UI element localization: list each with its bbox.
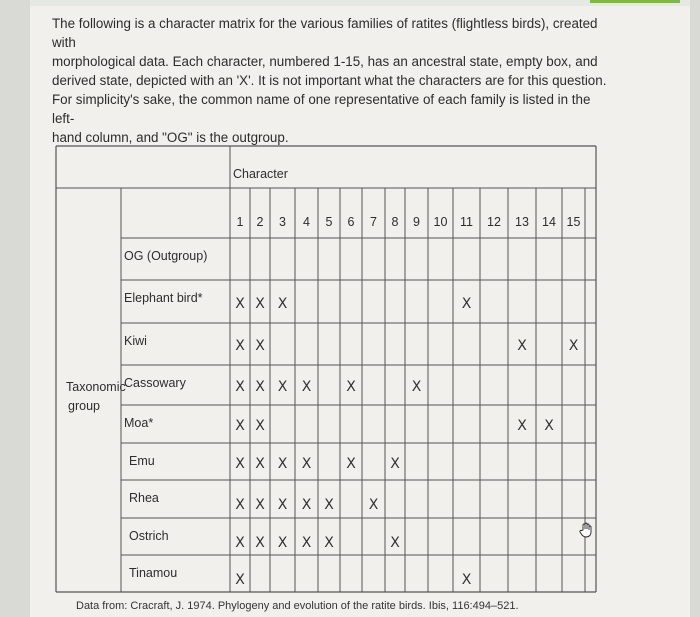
derived-state-mark: X bbox=[277, 497, 288, 513]
derived-state-mark: X bbox=[461, 295, 472, 312]
derived-state-mark: X bbox=[544, 418, 554, 434]
derived-state-mark: X bbox=[461, 571, 472, 588]
character-number: 7 bbox=[370, 215, 377, 229]
derived-state-mark: X bbox=[235, 534, 245, 551]
intro-line: derived state, depicted with an 'X'. It is not important what the characters are for this question. bbox=[52, 73, 607, 88]
derived-state-mark: X bbox=[390, 455, 400, 472]
derived-state-mark: X bbox=[411, 379, 422, 395]
intro-line: The following is a character matrix for the various families of ratites (flightless birds), created with bbox=[52, 16, 598, 50]
derived-state-mark: X bbox=[517, 418, 527, 434]
derived-state-mark: X bbox=[235, 455, 245, 472]
character-number: 15 bbox=[566, 215, 581, 229]
derived-state-mark: X bbox=[390, 534, 400, 551]
taxon-name: Ostrich bbox=[129, 529, 169, 543]
derived-state-mark: X bbox=[255, 455, 265, 472]
derived-state-mark: X bbox=[346, 379, 356, 395]
derived-state-mark: X bbox=[277, 379, 288, 395]
taxonomic-label: Taxonomic bbox=[66, 380, 126, 394]
derived-state-mark: X bbox=[235, 497, 245, 513]
taxon-name: Emu bbox=[129, 454, 155, 468]
group-label: group bbox=[68, 399, 100, 413]
character-number: 14 bbox=[542, 215, 556, 229]
derived-state-mark: X bbox=[255, 295, 265, 312]
derived-state-mark: X bbox=[324, 497, 334, 513]
intro-line: hand column, and "OG" is the outgroup. bbox=[52, 130, 289, 145]
taxon-name: OG (Outgroup) bbox=[124, 249, 208, 263]
character-number: 8 bbox=[391, 215, 399, 229]
taxon-name: Kiwi bbox=[124, 334, 147, 348]
derived-state-mark: X bbox=[301, 379, 312, 395]
character-number: 11 bbox=[460, 215, 473, 229]
intro-line: For simplicity's sake, the common name of one representative of each family is listed in the left- bbox=[52, 92, 591, 126]
character-number: 12 bbox=[487, 215, 501, 229]
derived-state-mark: X bbox=[235, 379, 245, 395]
derived-state-mark: X bbox=[277, 455, 288, 472]
derived-state-mark: X bbox=[324, 534, 334, 551]
character-number: 5 bbox=[325, 215, 333, 229]
derived-state-mark: X bbox=[255, 338, 265, 354]
derived-state-mark: X bbox=[255, 418, 265, 434]
derived-state-mark: X bbox=[277, 295, 288, 312]
derived-state-mark: X bbox=[235, 295, 245, 312]
derived-state-mark: X bbox=[255, 497, 265, 513]
character-header: Character bbox=[233, 167, 288, 181]
derived-state-mark: X bbox=[301, 497, 312, 513]
character-number: 6 bbox=[347, 215, 355, 229]
derived-state-mark: X bbox=[346, 455, 356, 472]
intro-line: morphological data. Each character, numbered 1-15, has an ancestral state, empty box, and bbox=[52, 54, 598, 69]
derived-state-mark: X bbox=[255, 534, 265, 551]
citation-caption: Data from: Cracraft, J. 1974. Phylogeny and evolution of the ratite birds. Ibis, 116:494–521. bbox=[76, 600, 519, 612]
derived-state-mark: X bbox=[517, 338, 527, 354]
taxon-name: Rhea bbox=[129, 491, 159, 505]
taxon-name: Cassowary bbox=[124, 376, 186, 390]
derived-state-mark: X bbox=[255, 379, 265, 395]
derived-state-mark: X bbox=[568, 338, 579, 354]
derived-state-mark: X bbox=[301, 455, 312, 472]
taxon-name: Elephant bird* bbox=[124, 291, 203, 305]
character-number: 9 bbox=[413, 215, 420, 229]
character-number: 13 bbox=[515, 215, 529, 229]
character-number: 10 bbox=[433, 215, 448, 229]
character-number: 4 bbox=[303, 215, 310, 229]
derived-state-mark: X bbox=[301, 534, 312, 551]
derived-state-mark: X bbox=[235, 418, 245, 434]
taxon-name: Moa* bbox=[124, 416, 154, 430]
derived-state-mark: X bbox=[235, 338, 245, 354]
derived-state-mark: X bbox=[235, 571, 245, 588]
taxon-name: Tinamou bbox=[129, 566, 178, 580]
character-number: 2 bbox=[256, 215, 264, 229]
character-number: 1 bbox=[236, 215, 244, 229]
derived-state-mark: X bbox=[277, 534, 288, 551]
hand-cursor-icon bbox=[578, 522, 594, 538]
derived-state-mark: X bbox=[368, 497, 379, 513]
character-number: 3 bbox=[279, 215, 286, 229]
